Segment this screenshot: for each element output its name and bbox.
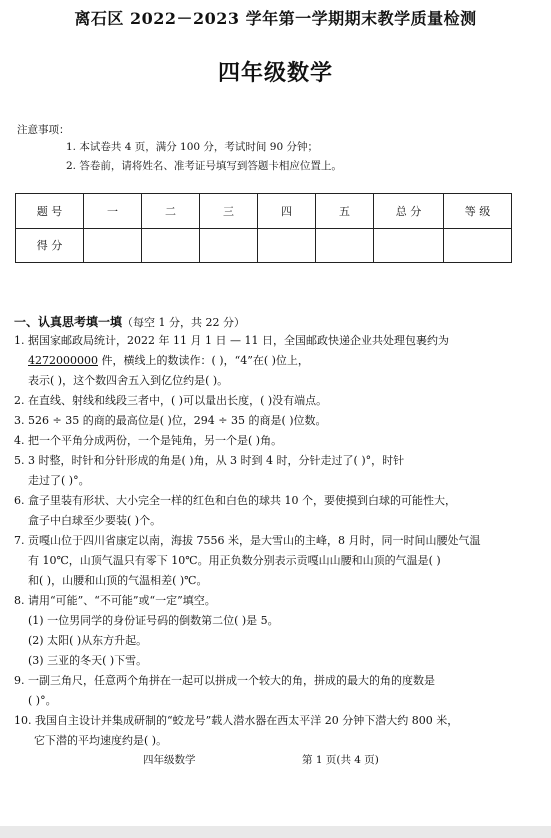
question-line: 表示( )，这个数四舍五入到亿位约是( )。	[28, 374, 229, 387]
question-line: 6. 盒子里装有形状、大小完全一样的红色和白色的球共 10 个，要使摸到白球的可能性大，	[14, 494, 456, 507]
score-header-cell: 三	[200, 194, 258, 229]
section-note: （每空 1 分，共 22 分）	[122, 316, 245, 329]
score-header-cell: 题 号	[16, 194, 84, 229]
question-line: 盒子中白球至少要装( )个。	[28, 514, 162, 527]
question-line: 9. 一副三角尺，任意两个角拼在一起可以拼成一个较大的角，拼成的最大的角的度数是	[14, 674, 435, 687]
question-line: (1) 一位男同学的身份证号码的倒数第二位( )是 5。	[28, 614, 279, 627]
question-line: 7. 贡嘎山位于四川省康定以南，海拔 7556 米，是大雪山的主峰，8 月时，同一时间山腰处气温	[14, 534, 481, 547]
score-table	[15, 193, 512, 263]
score-row-label: 得 分	[16, 228, 84, 263]
score-header-cell: 二	[142, 194, 200, 229]
score-header-cell: 等 级	[444, 194, 512, 229]
score-cell[interactable]	[200, 228, 258, 263]
score-cell[interactable]	[84, 228, 142, 263]
subject-title: 四年级数学	[217, 60, 333, 86]
footer-page-number: 第 1 页(共 4 页)	[302, 754, 379, 766]
question-line: ( )°。	[28, 694, 57, 707]
question-line: 5. 3 时整，时针和分针形成的角是( )角，从 3 时到 4 时，分针走过了( )°，时针	[14, 454, 405, 467]
notice-item: 2. 答卷前，请将姓名、准考证号填写到答题卡相应位置上。	[66, 160, 342, 172]
score-cell[interactable]	[316, 228, 374, 263]
score-header-cell: 五	[316, 194, 374, 229]
score-header-cell: 总 分	[374, 194, 444, 229]
question-line: 4. 把一个平角分成两份，一个是钝角，另一个是( )角。	[14, 434, 283, 447]
score-header-cell: 一	[84, 194, 142, 229]
question-line: 和( )，山腰和山顶的气温相差( )℃。	[28, 574, 208, 587]
question-line: 8. 请用“可能”、“不可能”或“一定”填空。	[14, 594, 216, 607]
question-line: 它下潜的平均速度约是( )。	[34, 734, 168, 747]
score-header-row	[16, 194, 512, 229]
underlined-number: 4272000000	[28, 354, 98, 367]
question-text: 件，横线上的数读作：( )，“4”在( )位上，	[98, 354, 309, 367]
question-line: 走过了( )°。	[28, 474, 90, 487]
score-value-row	[16, 228, 512, 263]
question-line	[28, 353, 309, 369]
score-cell[interactable]	[374, 228, 444, 263]
footer-subject: 四年级数学	[143, 754, 196, 766]
question-line: 有 10℃，山顶气温只有零下 10℃。用正负数分别表示贡嘎山山腰和山顶的气温是( )	[28, 554, 441, 567]
section-title: 一、认真思考填一填	[14, 315, 123, 329]
score-cell[interactable]	[258, 228, 316, 263]
question-line: (2) 太阳( )从东方升起。	[28, 634, 148, 647]
question-line: 1. 据国家邮政局统计，2022 年 11 月 1 日 — 11 日，全国邮政快递企业共处理包裹约为	[14, 334, 449, 347]
score-header-cell: 四	[258, 194, 316, 229]
score-cell[interactable]	[142, 228, 200, 263]
question-line: (3) 三亚的冬天( )下雪。	[28, 654, 148, 667]
notice-label: 注意事项：	[17, 124, 70, 136]
question-line: 3. 526 ÷ 35 的商的最高位是( )位，294 ÷ 35 的商是( )位数。	[14, 414, 327, 427]
exam-title: 离石区 2022－2023 学年第一学期期末教学质量检测	[74, 9, 477, 28]
question-line: 10. 我国自主设计并集成研制的“蛟龙号”载人潜水器在西太平洋 20 分钟下潜大约 800 米，	[14, 714, 459, 727]
section-heading	[14, 313, 245, 330]
notice-item: 1. 本试卷共 4 页，满分 100 分，考试时间 90 分钟；	[66, 141, 318, 153]
score-cell[interactable]	[444, 228, 512, 263]
bottom-strip	[0, 826, 551, 838]
question-line: 2. 在直线、射线和线段三者中，( )可以量出长度，( )没有端点。	[14, 394, 328, 407]
